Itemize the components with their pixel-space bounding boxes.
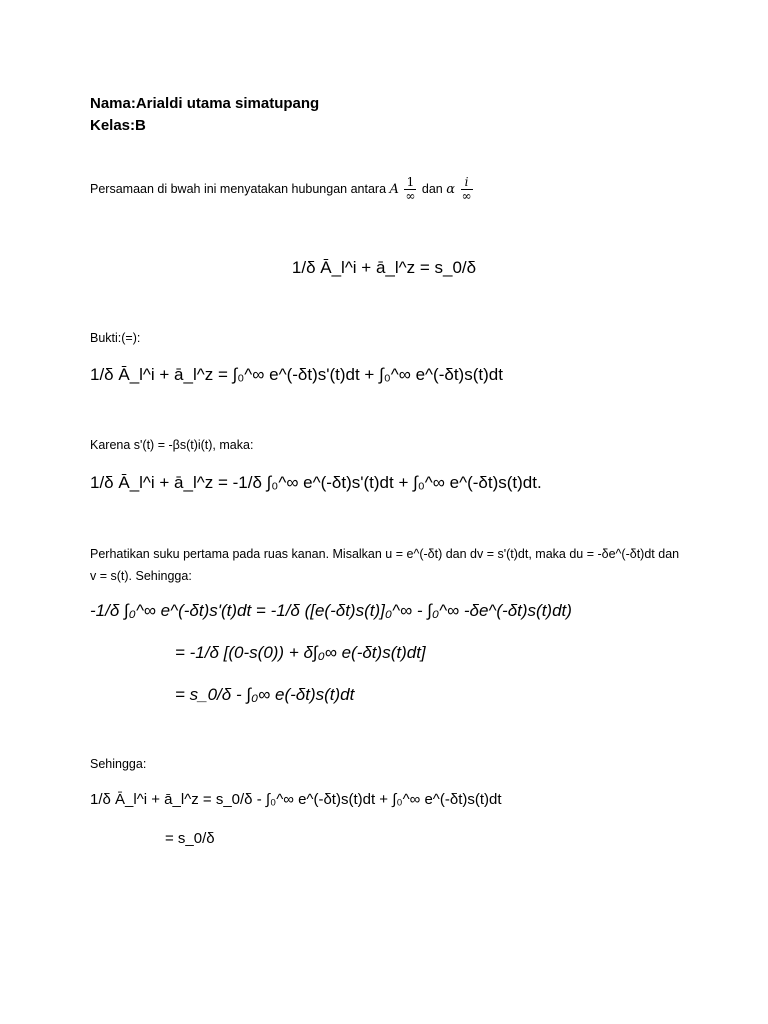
final-equation-line-2: = s_0/δ [165,830,215,847]
intro-text: Persamaan di bwah ini menyatakan hubungan antara [90,182,387,196]
fraction-alpha [461,176,473,203]
final-equation-line-1: 1/δ Ā_l^i + ā_l^z = s_0/δ - ∫₀^∞ e^(-δt)s(t)dt + ∫₀^∞ e^(-δt)s(t)dt [90,791,502,808]
symbol-alpha: α [446,182,456,197]
because-text: Karena s'(t) = -βs(t)i(t), maka: [90,438,254,452]
student-class: Kelas:B [90,117,146,134]
student-name: Nama:Arialdi utama simatupang [90,95,320,112]
proof-label: Bukti:(=): [90,331,141,345]
intro-conjunction: dan [421,182,443,196]
proof-equation-1: 1/δ Ā_l^i + ā_l^z = ∫₀^∞ e^(-δt)s'(t)dt + ∫₀^∞ e^(-δt)s(t)dt [90,365,503,384]
derivation-line-1: -1/δ ∫₀^∞ e^(-δt)s'(t)dt = -1/δ ([e(-δt)s(t)]₀^∞ - ∫₀^∞ -δe^(-δt)s(t)dt) [90,601,572,620]
fraction-alpha-denominator: ∞ [461,189,472,204]
derivation-line-3: = s_0/δ - ∫₀∞ e(-δt)s(t)dt [175,685,355,704]
fraction-a-numerator: 1 [404,176,416,190]
symbol-a: A [389,182,399,197]
intro-paragraph [90,172,475,207]
fraction-alpha-numerator: i [461,176,473,190]
fraction-a [404,176,416,203]
proof-equation-2: 1/δ Ā_l^i + ā_l^z = -1/δ ∫₀^∞ e^(-δt)s'(t)dt + ∫₀^∞ e^(-δt)s(t)dt. [90,473,542,492]
observe-paragraph: Perhatikan suku pertama pada ruas kanan. Misalkan u = e^(-δt) dan dv = s'(t)dt, maka du = -δe^(-δt)dt dan v = s(t). Sehingga: [90,547,680,583]
fraction-a-denominator: ∞ [405,189,416,204]
hence-label: Sehingga: [90,757,147,771]
derivation-line-2: = -1/δ [(0-s(0)) + δ∫₀∞ e(-δt)s(t)dt] [175,643,426,662]
main-equation: 1/δ Ā_l^i + ā_l^z = s_0/δ [291,258,477,277]
